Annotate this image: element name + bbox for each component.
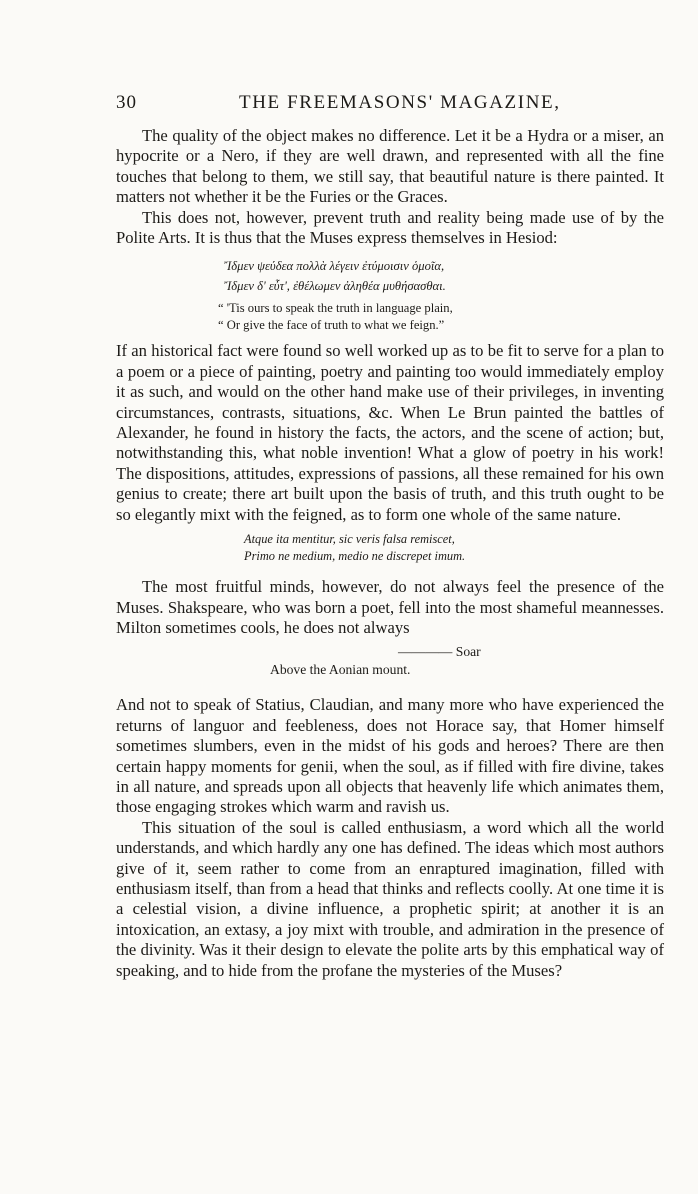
page-number: 30: [116, 92, 137, 113]
milton-line-1: ———— Soar: [398, 644, 481, 660]
english-line-1: “ 'Tis ours to speak the truth in language plain,: [218, 301, 453, 316]
milton-line-2: Above the Aonian mount.: [270, 662, 411, 678]
paragraph-enthusiasm: This situation of the soul is called enthusiasm, a word which all the world understands, and which hardly any one has defined. The ideas which most authors give of it, seem rather to come from an enraptured imagination, filled with enthusiasm itself, than from a head that thinks and reflects coolly. At one time it is a celestial vision, a divine influence, a prophetic spirit; at another it is an intoxication, an extasy, a joy mixt with trouble, and admiration in the presence of the divinity. Was it their design to elevate the polite arts by this emphatical way of speaking, and to hide from the profane the mysteries of the Muses?: [116, 817, 664, 980]
latin-line-2: Primo ne medium, medio ne discrepet imum.: [244, 549, 466, 564]
paragraph-fruitful: The most fruitful minds, however, do not always feel the presence of the Muses. Shakspeare, who was born a poet, fell into the most shameful meannesses. Milton sometimes cools, he does not always: [116, 577, 664, 637]
paragraph-quality: The quality of the object makes no difference. Let it be a Hydra or a miser, an hypocrite or a Nero, if they are well drawn, and represented with all the fine touches that belong to them, we still say, that beautiful nature is there painted. It matters not whether it be the Furies or the Graces.: [116, 126, 664, 207]
paragraph-historical: If an historical fact were found so well worked up as to be fit to serve for a plan to a poem or a piece of painting, poetry and painting too would immediately employ it as such, and would on the other hand make use of their privileges, in inventing circumstances, contrasts, situations, &c. When Le Brun painted the battles of Alexander, he found in history the facts, the actors, and the scene of action; but, notwithstanding this, what noble invention! What a glow of poetry in his work! The dispositions, attitudes, expressions of passions, all these remained for his own genius to create; there art built upon the basis of truth, and this truth ought to be so elegantly mixt with the feigned, as to form one whole of the same nature.: [116, 341, 664, 524]
english-quotation: [218, 300, 664, 334]
greek-quotation: [224, 256, 664, 296]
paragraph-statius: And not to speak of Statius, Claudian, and many more who have experienced the returns of languor and feebleness, does not Horace say, that Homer himself sometimes slumbers, even in the midst of his gods and heroes? There are then certain happy moments for genii, when the soul, as if filled with fire divine, takes in all nature, and spreads upon all objects that heavenly life which animates them, those engaging strokes which warm and ravish us.: [116, 695, 664, 817]
milton-quotation: [116, 643, 664, 679]
greek-line-1: Ἴδμεν ψεύδεα πολλὰ λέγειν ἐτύμοισιν ὁμοῖα,: [224, 259, 445, 274]
page-header: [116, 92, 664, 126]
latin-quotation: [244, 531, 664, 565]
latin-line-1: Atque ita mentitur, sic veris falsa remiscet,: [244, 532, 455, 547]
running-title: THE FREEMASONS' MAGAZINE,: [239, 92, 561, 113]
paragraph-truth: This does not, however, prevent truth and reality being made use of by the Polite Arts. It is thus that the Muses express themselves in Hesiod:: [116, 207, 664, 248]
greek-line-2: Ἴδμεν δ' εὖτ', ἐθέλωμεν ἀληθέα μυθήσασθαι.: [224, 279, 446, 294]
english-line-2: “ Or give the face of truth to what we feign.”: [218, 318, 445, 333]
